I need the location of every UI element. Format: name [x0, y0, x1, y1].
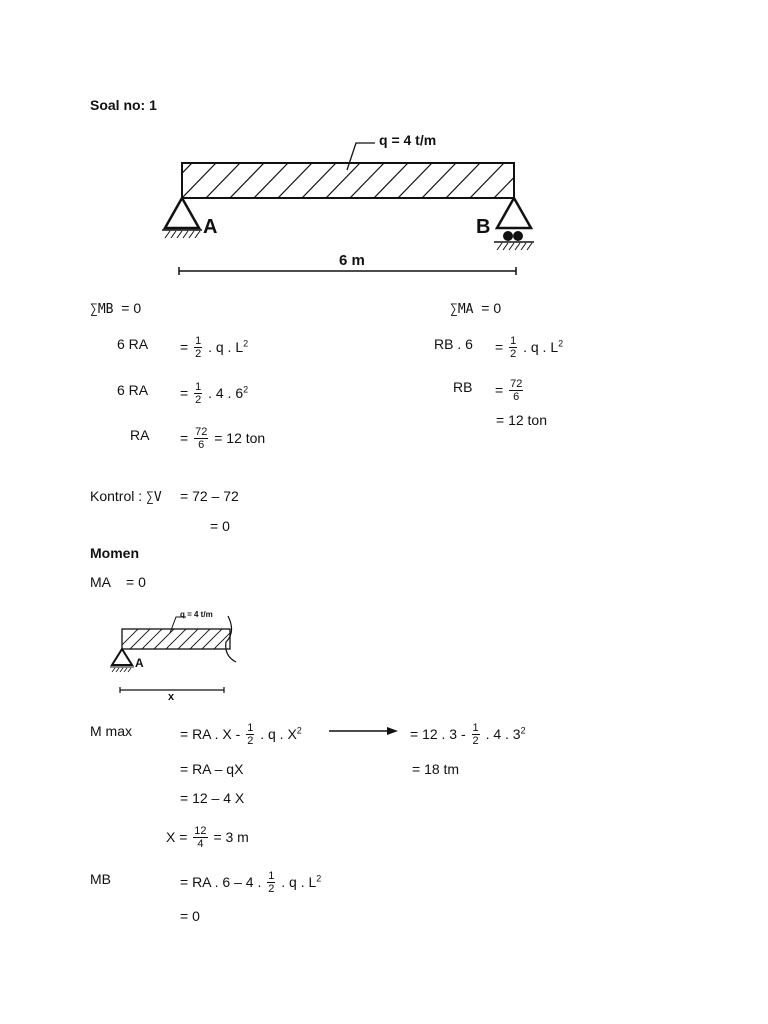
left-r1-rest: . q . L: [208, 339, 244, 356]
x-rest: = 3 m: [213, 829, 249, 846]
left-r1-eq: =: [180, 339, 189, 356]
cut-section-line: [226, 616, 236, 662]
mmax-label: M max: [90, 723, 132, 739]
x-solution: [166, 826, 249, 851]
support-a-label: A: [203, 216, 218, 238]
mb-line2: = 0: [180, 908, 200, 924]
left-r2-rhs: = $\frac{1}{2}$ . 4 . $6^2$: [180, 381, 249, 406]
support-b-label: B: [476, 216, 491, 238]
sum-ma-equation: [450, 300, 501, 318]
mmax-line3: = 12 – 4 X: [180, 790, 245, 806]
sum-v-label: ∑V: [146, 490, 162, 505]
fraction: $\frac{1}{2}$: [195, 381, 202, 406]
fraction: $\frac{72}{6}$: [195, 426, 208, 451]
left-r2-rest: . 4 . 6: [208, 385, 244, 402]
mmax-a: = RA . X -: [180, 726, 241, 743]
right-r1-rest: . q . L: [523, 339, 559, 356]
load-leader-line: [347, 143, 375, 170]
mmax-result: = 12 . 3 - $\frac{1}{2}$ . 4 . $3^2$: [410, 722, 526, 747]
fraction: $\frac{12}{4}$: [194, 825, 207, 850]
fraction: $\frac{1}{2}$: [195, 335, 202, 360]
left-r3-lhs: RA: [130, 427, 150, 443]
kontrol-text: Kontrol :: [90, 488, 143, 504]
left-r2-lhs: 6 RA: [117, 382, 149, 398]
sum-ma-eq: = 0: [481, 300, 502, 316]
segment-load-label: q = 4 t/m: [180, 610, 213, 619]
right-r2-rhs: [495, 379, 525, 404]
mmax-result-a: = 12 . 3 -: [410, 726, 466, 743]
right-r2-lhs: RB: [453, 379, 473, 395]
sum-mb-label: ∑MB: [90, 302, 114, 317]
mb-label: MB: [90, 871, 111, 887]
mmax-result-b: . 4 . 3: [485, 726, 521, 743]
ground-hatch-a: [165, 231, 200, 238]
sum-mb-eq: = 0: [121, 300, 142, 316]
left-r1-rhs: = $\frac{1}{2}$ . q . $L^2$: [180, 335, 249, 360]
load-label: q = 4 t/m: [379, 132, 437, 148]
right-r1-rhs: = $\frac{1}{2}$ . q . $L^2$: [495, 335, 564, 360]
fraction: $\frac{1}{2}$: [247, 722, 254, 747]
right-r1-eq: =: [495, 339, 504, 356]
mb-a: = RA . 6 – 4 .: [180, 874, 262, 891]
fraction: $\frac{72}{6}$: [510, 378, 523, 403]
sum-mb-equation: [90, 300, 141, 318]
pin-support-a: [165, 198, 199, 228]
ground-hatch-b: [497, 243, 532, 250]
segment-pin-support: [112, 649, 132, 665]
sum-ma-label: ∑MA: [450, 302, 474, 317]
left-r3-rest: = 12 ton: [214, 430, 266, 447]
mmax-line2-result: = 18 tm: [412, 761, 460, 777]
load-hatching: [158, 163, 528, 198]
kontrol-line1: = 72 – 72: [180, 488, 239, 504]
mb-equation: = RA . 6 – 4 . $\frac{1}{2}$ . q . $L^2$: [180, 870, 322, 895]
mmax-b: . q . X: [260, 726, 297, 743]
mmax-equation: = RA . X - $\frac{1}{2}$ . q . $X^2$: [180, 722, 302, 747]
segment-x-label: x: [168, 691, 175, 703]
right-r3: = 12 ton: [496, 412, 547, 428]
right-r2-eq: =: [495, 382, 504, 399]
result-arrow-head: [387, 727, 398, 735]
left-r2-eq: =: [180, 385, 189, 402]
left-r3-eq: =: [180, 430, 189, 447]
fraction: $\frac{1}{2}$: [268, 870, 275, 895]
kontrol-line2: = 0: [210, 518, 230, 534]
ma-value: = 0: [126, 574, 146, 590]
problem-heading: Soal no: 1: [90, 97, 157, 113]
ma-label: MA: [90, 574, 111, 590]
x-label: X =: [166, 829, 188, 846]
span-label: 6 m: [339, 252, 365, 269]
roller-support-b: [497, 198, 531, 228]
left-r1-lhs: 6 RA: [117, 336, 149, 352]
right-r1-lhs: RB . 6: [434, 336, 473, 352]
left-r3-rhs: [180, 427, 265, 452]
segment-hatching: [118, 629, 234, 649]
fraction: $\frac{1}{2}$: [510, 335, 517, 360]
mb-b: . q . L: [281, 874, 317, 891]
mmax-line2: = RA – qX: [180, 761, 244, 777]
segment-support-label: A: [135, 656, 144, 670]
momen-heading: Momen: [90, 545, 139, 561]
kontrol-label: [90, 488, 162, 506]
fraction: $\frac{1}{2}$: [472, 722, 479, 747]
